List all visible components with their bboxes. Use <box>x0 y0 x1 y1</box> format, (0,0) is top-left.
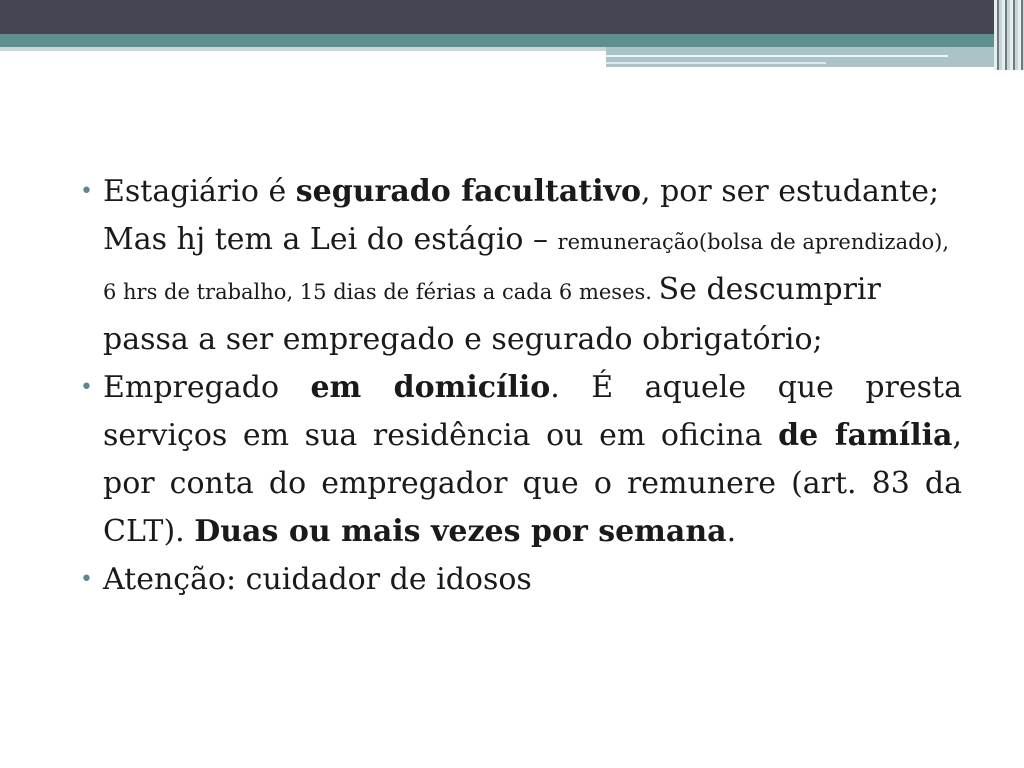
bullet-item-estagiario <box>76 168 962 364</box>
slide-content <box>76 168 962 604</box>
bullet-text-bold: segurado facultativo <box>295 174 641 209</box>
bullet-text-bold: de família <box>778 418 953 453</box>
bullet-dot-icon: • <box>80 375 93 400</box>
bullet-text: Empregado <box>103 370 311 405</box>
bullet-text-bold: em domicílio <box>310 370 551 405</box>
bullet-item-atencao <box>76 556 962 604</box>
bullet-dot-icon: • <box>80 179 93 204</box>
bullet-text: . É aquele que presta serviços em sua residência ou em oficina <box>103 370 962 453</box>
header-right-line <box>606 62 826 64</box>
bullet-item-empregado-domicilio <box>76 364 962 556</box>
header-light-line <box>0 47 606 51</box>
bullet-text-bold: Duas ou mais vezes por semana <box>194 514 727 549</box>
bullet-text-small: remuneração(bolsa de aprendizado), 6 hrs de trabalho, 15 dias de férias a cada 6 meses. <box>103 230 950 304</box>
bullet-text: , por conta do empregador que o remunere (art. 83 da CLT). <box>103 418 962 549</box>
bullet-dot-icon: • <box>80 567 93 592</box>
header-right-line <box>606 55 948 57</box>
header-right-decoration <box>606 47 998 67</box>
header-teal-band <box>0 34 1024 47</box>
bullet-text: , por ser estudante; Mas hj tem a Lei do estágio – <box>103 174 940 257</box>
header-stripes-decoration <box>994 0 1024 70</box>
bullet-text: Estagiário é <box>103 174 296 209</box>
bullet-text: . <box>726 514 737 549</box>
bullet-text: Se descumprir passa a ser empregado e segurado obrigatório; <box>103 272 881 357</box>
bullet-text: Atenção: cuidador de idosos <box>103 562 532 597</box>
bullet-list <box>76 168 962 604</box>
header-dark-band <box>0 0 1024 34</box>
